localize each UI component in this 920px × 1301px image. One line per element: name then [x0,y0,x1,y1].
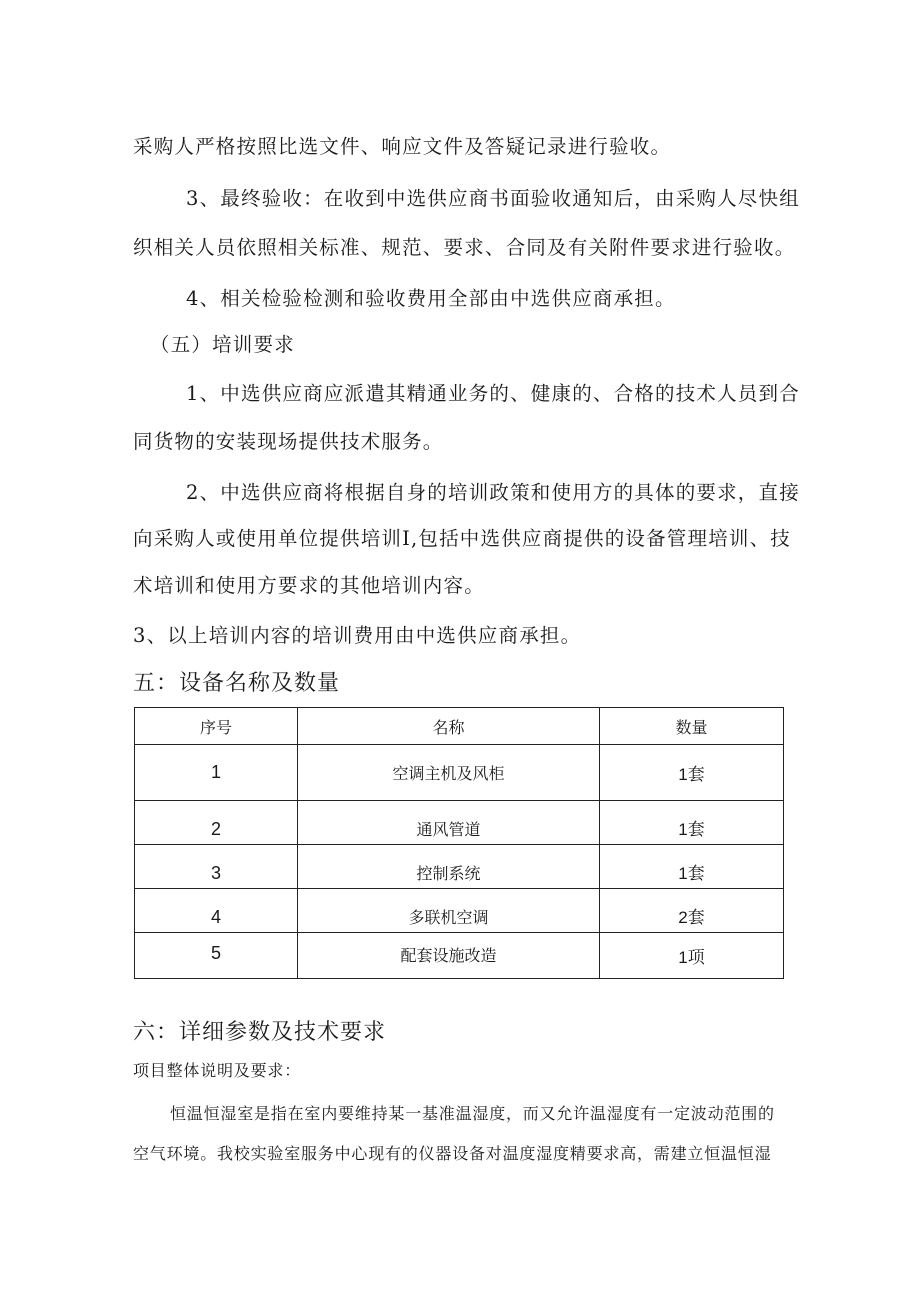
paragraph-constant-temp-cont: 空气环境。我校实验室服务中心现有的仪器设备对温度湿度精要求高，需建立恒温恒湿 [133,1144,772,1163]
paragraph-training-staff: 1、中选供应商应派遣其精通业务的、健康的、合格的技术人员到合 [186,382,800,405]
row-no: 4 [135,889,298,933]
row-no: 2 [135,801,298,845]
header-name: 名称 [298,708,600,745]
header-no: 序号 [135,708,298,745]
table-header-row [135,708,784,745]
row-qty: 1套 [600,845,784,889]
row-name: 通风管道 [298,801,600,845]
row-name: 配套设施改造 [298,933,600,979]
table-row [135,889,784,933]
equipment-table [134,707,784,979]
paragraph-training-fees: 3、以上培训内容的培训费用由中选供应商承担。 [133,624,582,647]
row-no: 5 [135,933,298,979]
row-qty: 2套 [600,889,784,933]
paragraph-constant-temp: 恒温恒湿室是指在室内要维持某一基准温湿度，而又允许温湿度有一定波动范围的 [170,1104,775,1123]
table-row [135,845,784,889]
section5-heading: 五：设备名称及数量 [133,671,341,696]
row-no: 3 [135,845,298,889]
paragraph-final-acceptance-cont: 织相关人员依照相关标准、规范、要求、合同及有关附件要求进行验收。 [133,236,796,259]
row-name: 多联机空调 [298,889,600,933]
row-no: 1 [135,745,298,801]
paragraph-training-policy-cont: 向采购人或使用单位提供培训I,包括中选供应商提供的设备管理培训、技 [133,527,792,550]
paragraph-inspection-fees: 4、相关检验检测和验收费用全部由中选供应商承担。 [186,287,676,310]
paragraph-acceptance-basis: 采购人严格按照比选文件、响应文件及答疑记录进行验收。 [133,135,672,158]
paragraph-training-staff-cont: 同货物的安装现场提供技术服务。 [133,430,444,453]
paragraph-final-acceptance: 3、最终验收：在收到中选供应商书面验收通知后，由采购人尽快组 [186,187,800,210]
row-qty: 1套 [600,801,784,845]
table-row [135,801,784,845]
table-row [135,933,784,979]
row-qty: 1项 [600,933,784,979]
paragraph-training-policy: 2、中选供应商将根据自身的培训政策和使用方的具体的要求，直接 [186,481,800,504]
section6-heading: 六：详细参数及技术要求 [133,1020,387,1045]
training-section-title: （五）培训要求 [150,333,295,356]
row-qty: 1套 [600,745,784,801]
section6-subheading: 项目整体说明及要求： [133,1061,302,1080]
header-qty: 数量 [600,708,784,745]
paragraph-training-policy-end: 术培训和使用方要求的其他培训内容。 [133,574,485,597]
row-name: 控制系统 [298,845,600,889]
table-row [135,745,784,801]
row-name: 空调主机及风柜 [298,745,600,801]
